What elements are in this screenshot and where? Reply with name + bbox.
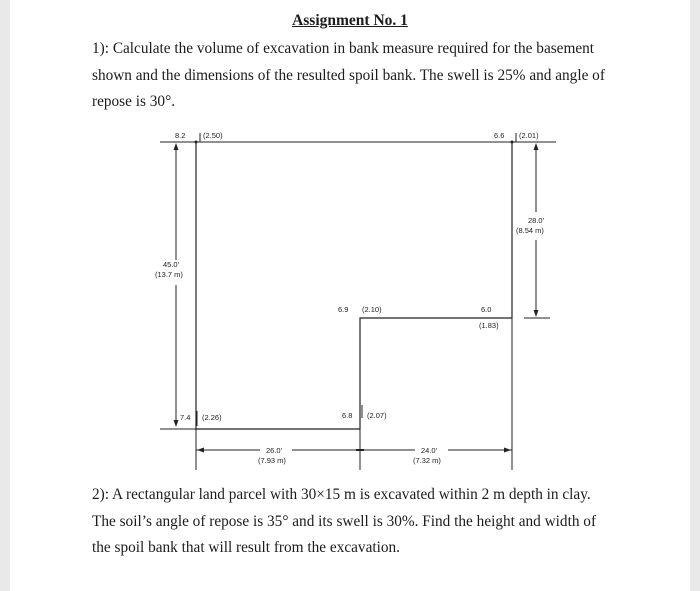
bottom-dim-left-ft-label: 26.0' <box>266 446 283 455</box>
top-left-m-label: (2.50) <box>203 131 223 140</box>
left-dim-arrow-bottom <box>174 420 179 427</box>
problem-1-line-2: shown and the dimensions of the resulted spoil bank. The swell is 25% and angle of <box>92 66 605 84</box>
inner-top-ft-label: 6.9 <box>338 305 349 314</box>
inner-right-m-label: (1.83) <box>479 321 499 330</box>
top-left-corner-dot <box>195 141 198 144</box>
top-left-ft-label: 8.2 <box>175 131 186 140</box>
bottom-left-m-label: (2.26) <box>202 413 222 422</box>
problem-2-text <box>92 482 632 562</box>
bottom-mid-m-label: (2.07) <box>367 411 387 420</box>
problem-1-line-1: 1): Calculate the volume of excavation in bank measure required for the basement <box>92 40 595 57</box>
bottom-mid-ft-label: 6.8 <box>342 411 353 420</box>
left-dim-arrow-top <box>174 143 179 150</box>
right-height-m-label: (8.54 m) <box>516 226 544 235</box>
document-page <box>10 0 690 591</box>
inner-right-ft-label: 6.0 <box>481 305 492 314</box>
problem-2-line-1: 2): A rectangular land parcel with 30×15 m is excavated within 2 m depth in clay. <box>92 486 591 503</box>
bottom-dim-arrow-left <box>197 448 204 453</box>
problem-1-line-3: repose is 30°. <box>92 93 176 110</box>
left-height-ft-label: 45.0' <box>163 260 180 269</box>
bottom-left-ft-label: 7.4 <box>180 413 191 422</box>
assignment-title: Assignment No. 1 <box>292 12 408 29</box>
inner-top-m-label: (2.10) <box>362 305 382 314</box>
bottom-dim-right-m-label: (7.32 m) <box>413 456 441 465</box>
problem-2-line-3: the spoil bank that will result from the excavation. <box>92 539 400 556</box>
bottom-dim-arrow-right <box>504 448 511 453</box>
bottom-dim-right-ft-label: 24.0' <box>421 446 438 455</box>
left-height-m-label: (13.7 m) <box>155 270 183 279</box>
top-right-corner-dot <box>511 141 514 144</box>
problem-2-line-2: The soil’s angle of repose is 35° and its swell is 30%. Find the height and width of <box>92 512 597 530</box>
top-right-m-label: (2.01) <box>519 131 539 140</box>
bottom-dim-left-m-label: (7.93 m) <box>258 456 286 465</box>
right-dim-arrow-bottom <box>534 310 539 317</box>
right-height-ft-label: 28.0' <box>528 216 545 225</box>
right-dim-arrow-top <box>534 143 539 150</box>
top-right-ft-label: 6.6 <box>494 131 505 140</box>
basement-outline <box>196 142 512 429</box>
